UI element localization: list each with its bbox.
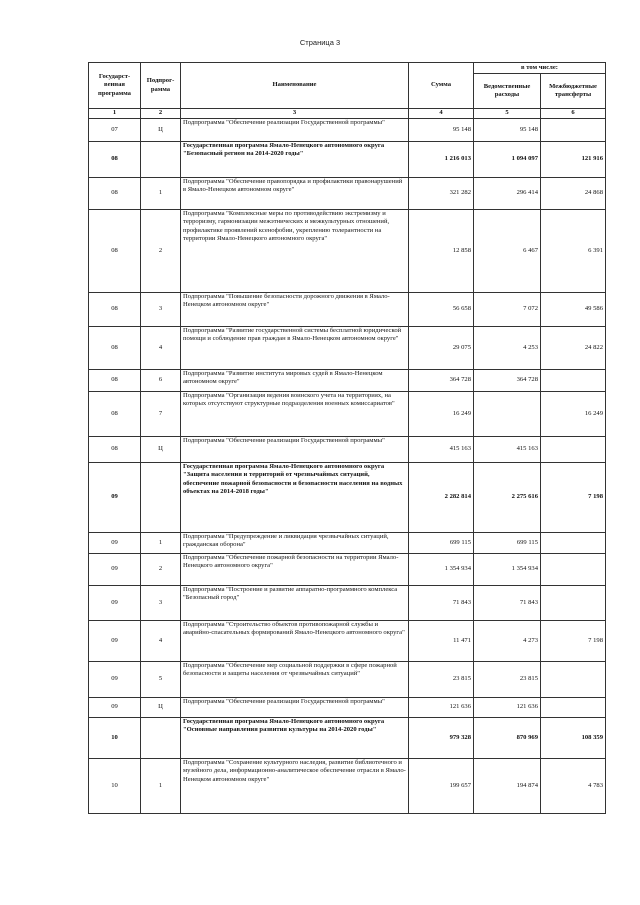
subprogram-code-cell: 6: [141, 370, 181, 392]
inter-transfers-cell: [541, 533, 606, 554]
gos-program-code-cell: 08: [89, 392, 141, 437]
name-cell: Подпрограмма "Предупреждение и ликвидация чрезвычайных ситуаций, гражданская оборона": [181, 533, 409, 554]
dept-expenses-cell: 7 072: [474, 293, 541, 327]
gos-program-code-cell: 08: [89, 142, 141, 178]
gos-program-code-cell: 07: [89, 119, 141, 142]
name-cell: Подпрограмма "Повышение безопасности дорожного движения в Ямало-Ненецком автономном округе": [181, 293, 409, 327]
gos-program-code-cell: 08: [89, 327, 141, 370]
inter-transfers-cell: 16 249: [541, 392, 606, 437]
subprogram-code-cell: 3: [141, 293, 181, 327]
inter-transfers-cell: [541, 554, 606, 586]
gos-program-code-cell: 08: [89, 210, 141, 293]
gos-program-code-cell: 09: [89, 662, 141, 698]
inter-transfers-cell: 7 198: [541, 621, 606, 662]
header-dept-expenses: Ведомственные расходы: [474, 74, 541, 109]
sum-cell: 364 728: [409, 370, 474, 392]
subprogram-code-cell: [141, 142, 181, 178]
name-cell: Государственная программа Ямало-Ненецкого автономного округа "Безопасный регион на 2014-2020 годы": [181, 142, 409, 178]
gos-program-code-cell: 08: [89, 370, 141, 392]
table-row: [89, 554, 606, 586]
table-row: [89, 327, 606, 370]
column-number: 4: [409, 109, 474, 119]
gos-program-code-cell: 08: [89, 293, 141, 327]
sum-cell: 1 354 934: [409, 554, 474, 586]
gos-program-code-cell: 09: [89, 554, 141, 586]
column-number: 3: [181, 109, 409, 119]
inter-transfers-cell: 24 868: [541, 178, 606, 210]
column-numbers-row: [89, 109, 606, 119]
table-row: [89, 698, 606, 718]
sum-cell: 121 636: [409, 698, 474, 718]
sum-cell: 12 858: [409, 210, 474, 293]
sum-cell: 979 328: [409, 718, 474, 759]
name-cell: Подпрограмма "Сохранение культурного наследия, развитие библиотечного и музейного дела, информационно-аналитическое обеспечение отрасли в Ямало-Ненецком автономном округе": [181, 759, 409, 814]
gos-program-code-cell: 09: [89, 698, 141, 718]
table-row: [89, 718, 606, 759]
inter-transfers-cell: [541, 119, 606, 142]
name-cell: Подпрограмма "Развитие института мировых судей в Ямало-Ненецком автономном округе": [181, 370, 409, 392]
dept-expenses-cell: 296 414: [474, 178, 541, 210]
inter-transfers-cell: 108 359: [541, 718, 606, 759]
column-number: 5: [474, 109, 541, 119]
dept-expenses-cell: 2 275 616: [474, 463, 541, 533]
header-gos-program: Государст-венная программа: [89, 63, 141, 109]
table-row: [89, 178, 606, 210]
subprogram-code-cell: [141, 718, 181, 759]
inter-transfers-cell: 7 198: [541, 463, 606, 533]
dept-expenses-cell: 870 969: [474, 718, 541, 759]
subprogram-code-cell: Ц: [141, 698, 181, 718]
dept-expenses-cell: 194 874: [474, 759, 541, 814]
subprogram-code-cell: 5: [141, 662, 181, 698]
sum-cell: 415 163: [409, 437, 474, 463]
name-cell: Подпрограмма "Обеспечение реализации Государственной программы": [181, 119, 409, 142]
inter-transfers-cell: 24 822: [541, 327, 606, 370]
sum-cell: 199 657: [409, 759, 474, 814]
table-row: [89, 210, 606, 293]
gos-program-code-cell: 09: [89, 586, 141, 621]
table-body: [89, 119, 606, 814]
gos-program-code-cell: 09: [89, 533, 141, 554]
subprogram-code-cell: 4: [141, 621, 181, 662]
column-number: 6: [541, 109, 606, 119]
header-name: Наименование: [181, 63, 409, 109]
name-cell: Подпрограмма "Строительство объектов противопожарной службы и аварийно-спасательных формирований Ямало-Ненецкого автономного округа": [181, 621, 409, 662]
sum-cell: 2 282 814: [409, 463, 474, 533]
subprogram-code-cell: 2: [141, 210, 181, 293]
name-cell: Подпрограмма "Обеспечение пожарной безопасности на территории Ямало-Ненецкого автономного округа": [181, 554, 409, 586]
table-row: [89, 759, 606, 814]
name-cell: Подпрограмма "Обеспечение реализации Государственной программы": [181, 437, 409, 463]
name-cell: Подпрограмма "Обеспечение реализации Государственной программы": [181, 698, 409, 718]
dept-expenses-cell: 364 728: [474, 370, 541, 392]
inter-transfers-cell: 121 916: [541, 142, 606, 178]
gos-program-code-cell: 10: [89, 759, 141, 814]
subprogram-code-cell: 3: [141, 586, 181, 621]
table-row: [89, 293, 606, 327]
inter-transfers-cell: 4 783: [541, 759, 606, 814]
sum-cell: 16 249: [409, 392, 474, 437]
sum-cell: 1 216 013: [409, 142, 474, 178]
column-number: 1: [89, 109, 141, 119]
inter-transfers-cell: 49 586: [541, 293, 606, 327]
name-cell: Подпрограмма "Обеспечение правопорядка и профилактики правонарушений в Ямало-Ненецком автономном округе": [181, 178, 409, 210]
sum-cell: 29 075: [409, 327, 474, 370]
sum-cell: 23 815: [409, 662, 474, 698]
name-cell: Подпрограмма "Обеспечение мер социальной поддержки в сфере пожарной безопасности и защиты населения от чрезвычайных ситуаций": [181, 662, 409, 698]
table-row: [89, 662, 606, 698]
subprogram-code-cell: [141, 463, 181, 533]
dept-expenses-cell: 1 094 097: [474, 142, 541, 178]
dept-expenses-cell: 71 843: [474, 586, 541, 621]
gos-program-code-cell: 09: [89, 463, 141, 533]
name-cell: Подпрограмма "Построение и развитие аппаратно-программного комплекса "Безопасный город": [181, 586, 409, 621]
dept-expenses-cell: 4 273: [474, 621, 541, 662]
gos-program-code-cell: 10: [89, 718, 141, 759]
page-title: Страница 3: [299, 38, 341, 47]
inter-transfers-cell: 6 391: [541, 210, 606, 293]
column-number: 2: [141, 109, 181, 119]
dept-expenses-cell: 4 253: [474, 327, 541, 370]
header-sum: Сумма: [409, 63, 474, 109]
inter-transfers-cell: [541, 662, 606, 698]
subprogram-code-cell: 2: [141, 554, 181, 586]
budget-table: [88, 62, 606, 814]
inter-transfers-cell: [541, 698, 606, 718]
sum-cell: 321 282: [409, 178, 474, 210]
sum-cell: 699 115: [409, 533, 474, 554]
inter-transfers-cell: [541, 437, 606, 463]
dept-expenses-cell: 121 636: [474, 698, 541, 718]
sum-cell: 71 843: [409, 586, 474, 621]
dept-expenses-cell: 699 115: [474, 533, 541, 554]
table-row: [89, 621, 606, 662]
table-row: [89, 142, 606, 178]
name-cell: Государственная программа Ямало-Ненецкого автономного округа "Основные направления развития культуры на 2014-2020 годы": [181, 718, 409, 759]
dept-expenses-cell: 23 815: [474, 662, 541, 698]
table-row: [89, 119, 606, 142]
subprogram-code-cell: Ц: [141, 119, 181, 142]
name-cell: Подпрограмма "Организация ведения воинского учета на территориях, на которых отсутствуют структурные подразделения военных комиссариатов": [181, 392, 409, 437]
gos-program-code-cell: 09: [89, 621, 141, 662]
subprogram-code-cell: Ц: [141, 437, 181, 463]
table-row: [89, 437, 606, 463]
sum-cell: 95 148: [409, 119, 474, 142]
subprogram-code-cell: 1: [141, 533, 181, 554]
subprogram-code-cell: 7: [141, 392, 181, 437]
dept-expenses-cell: 6 467: [474, 210, 541, 293]
header-inter-transfers: Межбюджетные трансферты: [541, 74, 606, 109]
dept-expenses-cell: 1 354 934: [474, 554, 541, 586]
gos-program-code-cell: 08: [89, 437, 141, 463]
table-row: [89, 370, 606, 392]
subprogram-code-cell: 4: [141, 327, 181, 370]
gos-program-code-cell: 08: [89, 178, 141, 210]
subprogram-code-cell: 1: [141, 759, 181, 814]
inter-transfers-cell: [541, 586, 606, 621]
table-row: [89, 463, 606, 533]
inter-transfers-cell: [541, 370, 606, 392]
table-row: [89, 533, 606, 554]
table-row: [89, 586, 606, 621]
name-cell: Подпрограмма "Комплексные меры по противодействию экстремизму и терроризму, гармонизации межэтнических и межкультурных отношений, профилактике проявлений ксенофобии, укреплению толерантности на территории Ямало-Ненецкого автономного округа": [181, 210, 409, 293]
dept-expenses-cell: 95 148: [474, 119, 541, 142]
header-subprogram: Подпрог-рамма: [141, 63, 181, 109]
sum-cell: 11 471: [409, 621, 474, 662]
dept-expenses-cell: [474, 392, 541, 437]
dept-expenses-cell: 415 163: [474, 437, 541, 463]
name-cell: Подпрограмма "Развитие государственной системы бесплатной юридической помощи и соблюдение прав граждан в Ямало-Ненецком автономном округе": [181, 327, 409, 370]
table-row: [89, 392, 606, 437]
name-cell: Государственная программа Ямало-Ненецкого автономного округа "Защита населения и территорий от чрезвычайных ситуаций, обеспечение пожарной безопасности и безопасности населения на водных объектах на 2014-2018 годы": [181, 463, 409, 533]
header-including: в том числе:: [474, 63, 606, 74]
subprogram-code-cell: 1: [141, 178, 181, 210]
sum-cell: 56 658: [409, 293, 474, 327]
